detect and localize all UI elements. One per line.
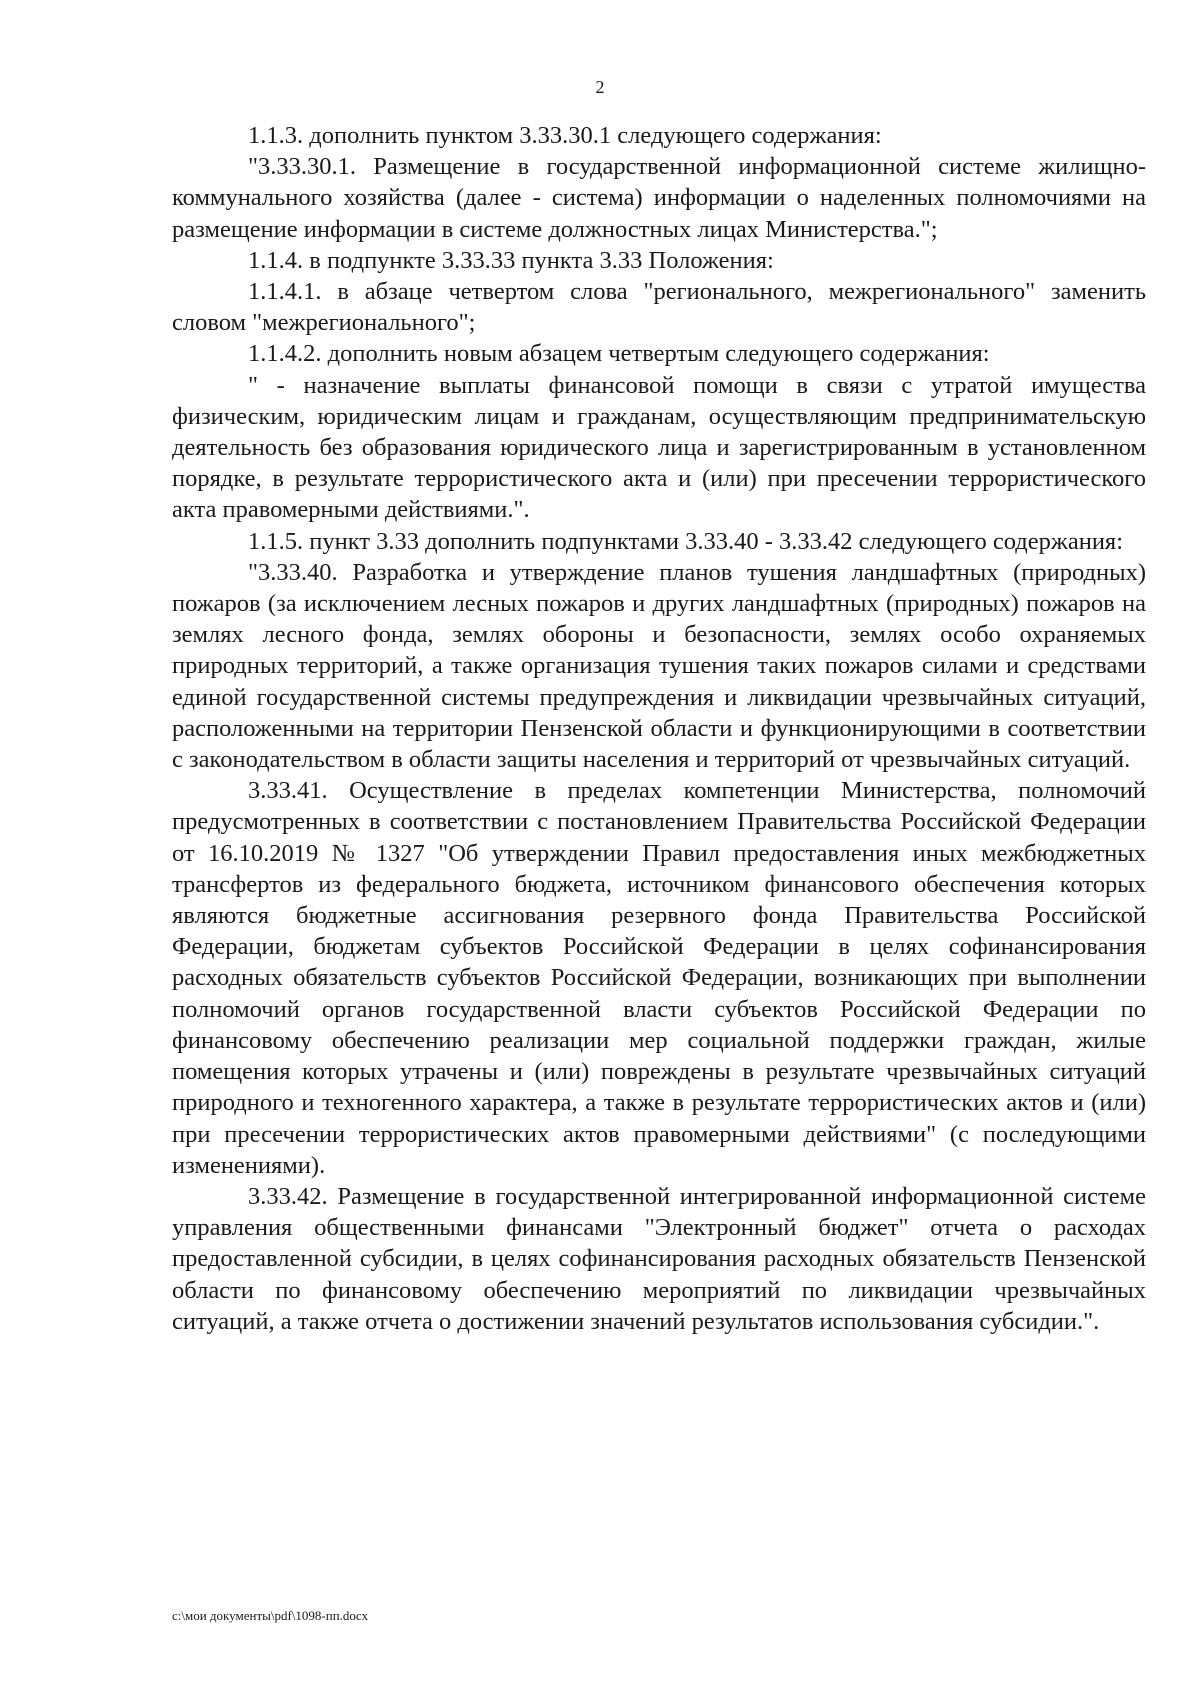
paragraph-new-abzac: " - назначение выплаты финансовой помощи в связи с утратой имущества физическим, юридическим лицам и гражданам, осуществляющим предпринимательскую деятельность без образования юридического лица и зарегистрированным в установленном порядке, в результате террористического акта и (или) при пресечении террористического акта правомерными действиями.". bbox=[172, 371, 1146, 524]
paragraph-3-33-42: 3.33.42. Размещение в государственной интегрированной информационной системе управления общественными финансами "Электронный бюджет" отчета о расходах предоставленной субсидии, в целях софинансирования расходных обязательств Пензенской области по финансовому обеспечению мероприятий по ликвидации чрезвычайных ситуаций, а также отчета о достижении значений результатов использования субсидии.". bbox=[172, 1182, 1146, 1335]
paragraph-1-1-5: 1.1.5. пункт 3.33 дополнить подпунктами 3.33.40 - 3.33.42 следующего содержания: bbox=[248, 527, 1124, 555]
paragraph-1-1-3: 1.1.3. дополнить пунктом 3.33.30.1 следующего содержания: bbox=[248, 122, 882, 149]
paragraph-3-33-40: "3.33.40. Разработка и утверждение планов тушения ландшафтных (природных) пожаров (за исключением лесных пожаров и других ландшафтных (природных) пожаров на землях лесного фонда, землях обороны и безопасности, землях особо охраняемых природных территорий, а также организация тушения таких пожаров силами и средствами единой государственной системы предупреждения и ликвидации чрезвычайных ситуаций, расположенными на территории Пензенской области и функционирующими в соответствии с законодательством в области защиты населения и территорий от чрезвычайных ситуаций. bbox=[172, 558, 1146, 774]
paragraph-1-1-4-2: 1.1.4.2. дополнить новым абзацем четвертым следующего содержания: bbox=[248, 340, 990, 368]
paragraph-1-1-4: 1.1.4. в подпункте 3.33.33 пункта 3.33 Положения: bbox=[248, 246, 774, 274]
paragraph-3-33-30-1: "3.33.30.1. Размещение в государственной информационной системе жилищно-коммунального хозяйства (далее - система) информации о наделенных полномочиями на размещение информации в системе должностных лицах Министерства."; bbox=[172, 153, 1146, 243]
paragraph-3-33-41: 3.33.41. Осуществление в пределах компетенции Министерства, полномочий предусмотренных в соответствии с постановлением Правительства Российской Федерации от 16.10.2019 № 1327 "Об утверждении Правил предоставления иных межбюджетных трансфертов из федерального бюджета, источником финансового обеспечения которых являются бюджетные ассигнования резервного фонда Правительства Российской Федерации, бюджетам субъектов Российской Федерации в целях софинансирования расходных обязательств субъектов Российской Федерации, возникающих при выполнении полномочий органов государственной власти субъектов Российской Федерации по финансовому обеспечению реализации мер социальной поддержки граждан, жилые помещения которых утрачены и (или) повреждены в результате чрезвычайных ситуаций природного и техногенного характера, а также в результате террористических актов и (или) при пресечении террористических актов правомерными действиями" (с последующими изменениями). bbox=[172, 777, 1146, 1179]
page-number: 2 bbox=[595, 77, 605, 97]
paragraph-1-1-4-1: 1.1.4.1. в абзаце четвертом слова "регионального, межрегионального" заменить словом "межрегионального"; bbox=[172, 278, 1146, 337]
footer-file-path: c:\мои документы\pdf\1098-пп.docx bbox=[172, 1608, 369, 1623]
document-body bbox=[172, 120, 1146, 1337]
